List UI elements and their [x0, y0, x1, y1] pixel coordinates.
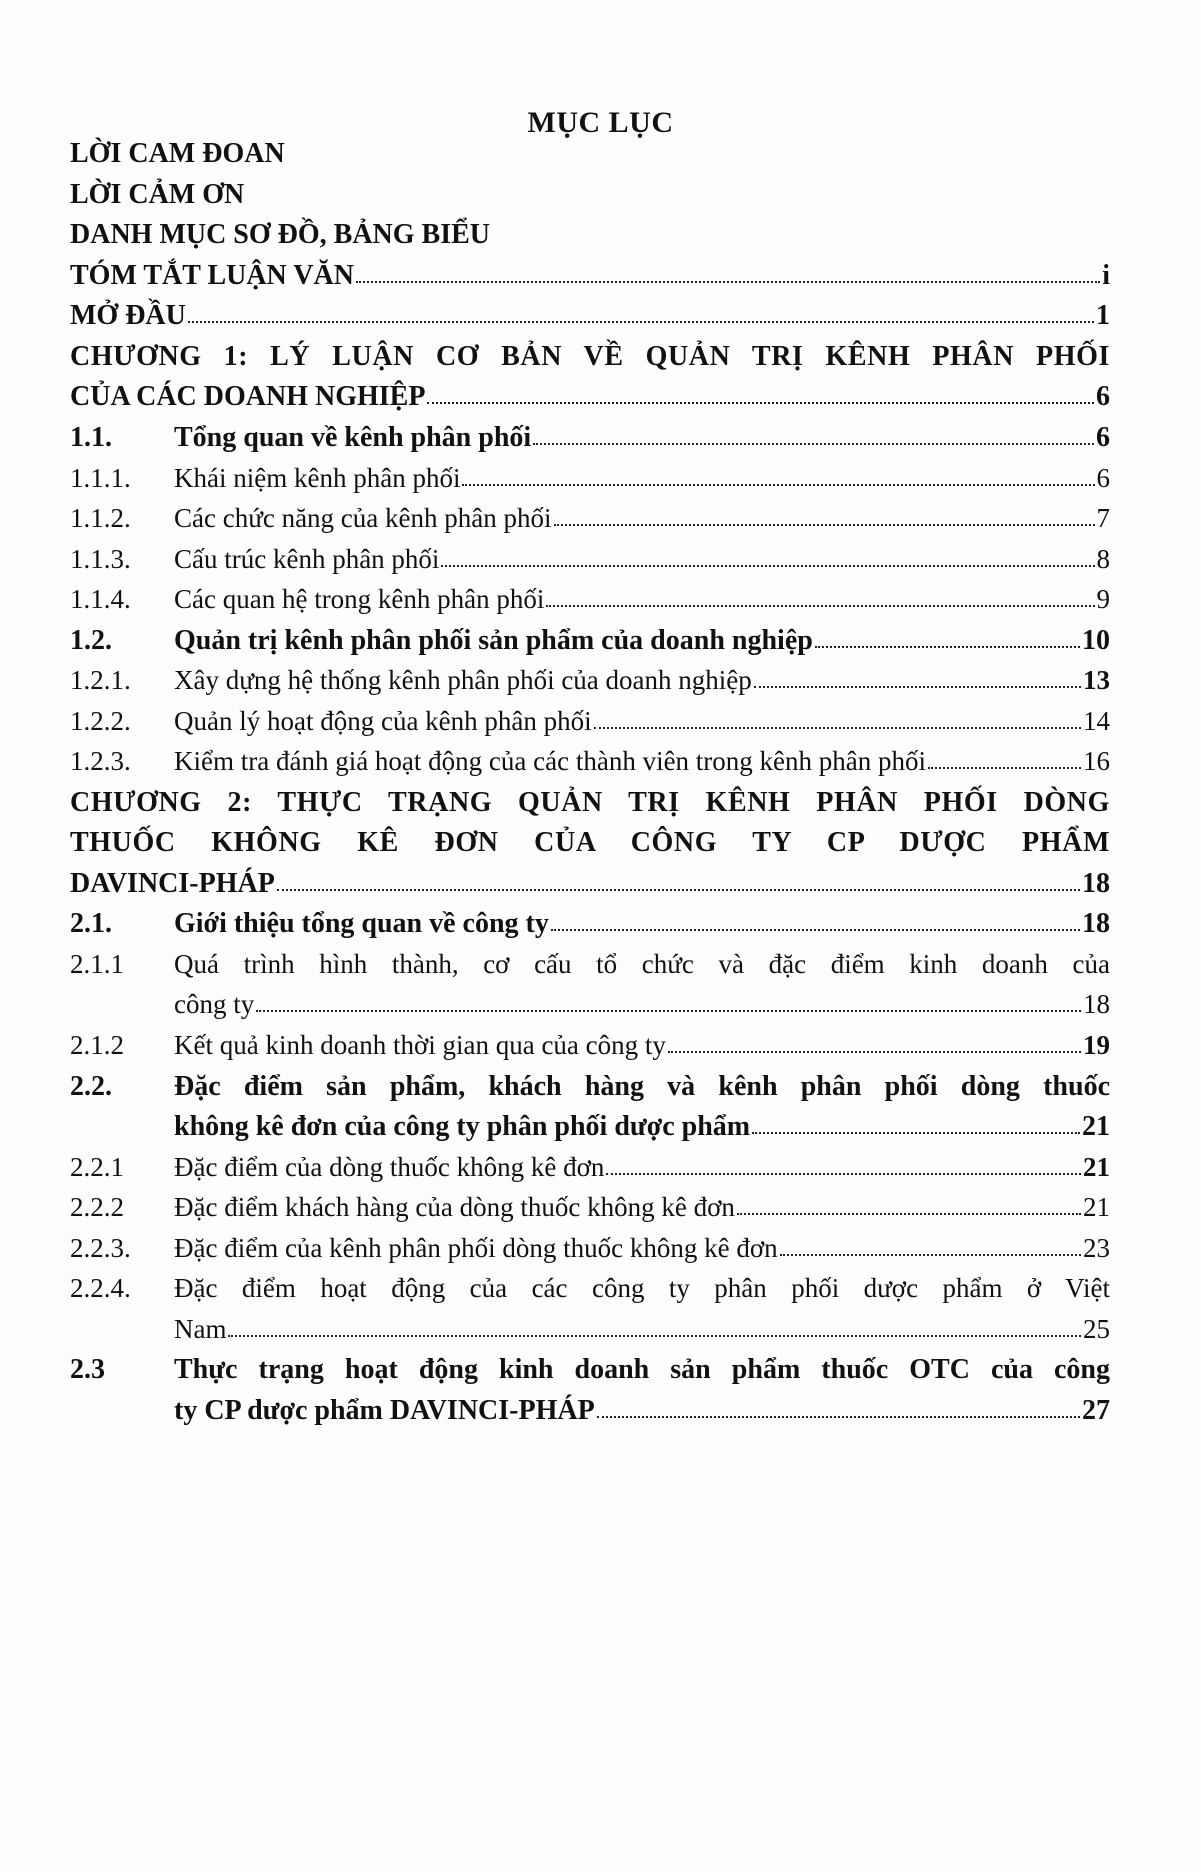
toc-entry-text: Đặc điểm sản phẩm, khách hàng và kênh phân phối dòng thuốc	[174, 1071, 1110, 1102]
toc-page-number: 10	[1082, 625, 1110, 656]
toc-entry-number: 1.2.1.	[70, 665, 131, 695]
dot-leader	[668, 1047, 1081, 1053]
toc-entry-number: 2.2.3.	[70, 1233, 131, 1263]
toc-entry-number: 1.2.	[70, 625, 112, 656]
toc-entry	[70, 1192, 1110, 1236]
toc-entry	[174, 1314, 1110, 1358]
toc-entry-number: 2.2.2	[70, 1192, 124, 1222]
toc-entry-text: DANH MỤC SƠ ĐỒ, BẢNG BIỂU	[70, 219, 491, 250]
dot-leader	[737, 1209, 1081, 1215]
toc-entry-text: ty CP dược phẩm DAVINCI-PHÁP	[174, 1395, 595, 1426]
toc-entry	[70, 625, 1110, 669]
toc-entry-text: Các chức năng của kênh phân phối	[174, 503, 552, 533]
toc-page-number: 16	[1083, 746, 1110, 776]
toc-entry	[70, 1152, 1110, 1196]
dot-leader	[462, 480, 1094, 486]
toc-entry-number: 2.2.1	[70, 1152, 124, 1182]
toc-entry	[174, 989, 1110, 1033]
dot-leader	[188, 317, 1094, 323]
dot-leader	[754, 682, 1081, 688]
toc-entry-number: 2.1.2	[70, 1030, 124, 1060]
toc-entry	[70, 827, 1110, 871]
toc-page-number: 23	[1083, 1233, 1110, 1263]
toc-entry-text: MỞ ĐẦU	[70, 300, 186, 331]
toc-entry	[70, 1354, 1110, 1398]
toc-entry	[70, 260, 1110, 304]
dot-leader	[427, 398, 1094, 404]
toc-entry-text: DAVINCI-PHÁP	[70, 868, 275, 899]
toc-entry-number: 2.1.1	[70, 949, 124, 979]
toc-entry-text: không kê đơn của công ty phân phối dược phẩm	[174, 1111, 751, 1142]
toc-entry-text: Đặc điểm của kênh phân phối dòng thuốc không kê đơn	[174, 1233, 778, 1263]
toc-entry-text: Nam	[174, 1314, 227, 1344]
toc-entry-text: LỜI CẢM ƠN	[70, 179, 245, 210]
toc-page-number: 25	[1083, 1314, 1110, 1344]
toc-entry	[70, 381, 1110, 425]
toc-entry-text: CHƯƠNG 2: THỰC TRẠNG QUẢN TRỊ KÊNH PHÂN PHỐI DÒNG	[70, 787, 1110, 818]
dot-leader	[356, 277, 1100, 283]
toc-entry-number: 1.1.	[70, 422, 112, 453]
dot-leader	[551, 925, 1080, 931]
dot-leader	[546, 601, 1094, 607]
toc-page-number: 21	[1083, 1192, 1110, 1222]
toc-entry-text: Quá trình hình thành, cơ cấu tổ chức và đặc điểm kinh doanh của	[174, 949, 1110, 979]
toc-page-number: 6	[1096, 381, 1110, 412]
dot-leader	[594, 723, 1081, 729]
toc-entry	[70, 138, 1110, 182]
toc-entry-number: 1.2.2.	[70, 706, 131, 736]
toc-page-number: 18	[1082, 868, 1110, 899]
dot-leader	[277, 885, 1080, 891]
toc-entry-number: 1.1.2.	[70, 503, 131, 533]
toc-entry	[70, 544, 1110, 588]
toc-entry-text: Tổng quan về kênh phân phối	[174, 422, 532, 453]
toc-page-number: 8	[1096, 544, 1110, 574]
toc-entry	[70, 787, 1110, 831]
toc-entry-text: TÓM TẮT LUẬN VĂN	[70, 260, 354, 291]
dot-leader	[752, 1128, 1080, 1134]
toc-entry-text: Kết quả kinh doanh thời gian qua của công ty	[174, 1030, 666, 1060]
toc-entry	[70, 1273, 1110, 1317]
toc-entry-number: 1.2.3.	[70, 746, 131, 776]
toc-entry-number: 2.2.4.	[70, 1273, 131, 1303]
toc-entry-number: 2.1.	[70, 908, 112, 939]
toc-page-number: 6	[1096, 463, 1110, 493]
toc-entry	[174, 1395, 1110, 1439]
toc-entry	[70, 463, 1110, 507]
toc-entry-text: Đặc điểm khách hàng của dòng thuốc không kê đơn	[174, 1192, 735, 1222]
toc-entry-text: CỦA CÁC DOANH NGHIỆP	[70, 381, 426, 412]
toc-entry-text: CHƯƠNG 1: LÝ LUẬN CƠ BẢN VỀ QUẢN TRỊ KÊNH PHÂN PHỐI	[70, 341, 1110, 372]
toc-page-number: 9	[1096, 584, 1110, 614]
toc-page-number: 21	[1082, 1111, 1110, 1142]
toc-entry-text: Khái niệm kênh phân phối	[174, 463, 461, 493]
toc-entry-number: 2.3	[70, 1354, 105, 1385]
page-title: MỤC LỤC	[527, 106, 674, 139]
toc-page-number: 6	[1096, 422, 1110, 453]
toc-entry	[70, 868, 1110, 912]
toc-entry-text: Cấu trúc kênh phân phối	[174, 544, 440, 574]
toc-entry-text: Kiểm tra đánh giá hoạt động của các thành viên trong kênh phân phối	[174, 746, 927, 776]
toc-entry	[70, 503, 1110, 547]
dot-leader	[441, 561, 1094, 567]
toc-page-number: i	[1102, 260, 1110, 291]
toc-page-number: 13	[1083, 665, 1110, 695]
toc-entry	[70, 1233, 1110, 1277]
dot-leader	[533, 439, 1094, 445]
toc-entry-text: Quản trị kênh phân phối sản phẩm của doanh nghiệp	[174, 625, 813, 656]
dot-leader	[228, 1331, 1081, 1337]
toc-entry-number: 1.1.4.	[70, 584, 131, 614]
toc-page-number: 7	[1096, 503, 1110, 533]
toc-entry	[174, 1111, 1110, 1155]
toc-page-number: 18	[1082, 908, 1110, 939]
toc-entry-text: Xây dựng hệ thống kênh phân phối của doanh nghiệp	[174, 665, 752, 695]
toc-entry-text: Thực trạng hoạt động kinh doanh sản phẩm thuốc OTC của công	[174, 1354, 1110, 1385]
toc-entry-text: Đặc điểm của dòng thuốc không kê đơn	[174, 1152, 605, 1182]
toc-entry	[70, 584, 1110, 628]
dot-leader	[554, 520, 1095, 526]
toc-page-number: 18	[1083, 989, 1110, 1019]
dot-leader	[928, 763, 1081, 769]
toc-entry	[70, 300, 1110, 344]
toc-entry	[70, 746, 1110, 790]
toc-entry	[70, 341, 1110, 385]
toc-entry	[70, 908, 1110, 952]
toc-entry-text: Đặc điểm hoạt động của các công ty phân phối dược phẩm ở Việt	[174, 1273, 1110, 1303]
toc-entry-text: THUỐC KHÔNG KÊ ĐƠN CỦA CÔNG TY CP DƯỢC PHẨM	[70, 827, 1110, 858]
dot-leader	[597, 1412, 1080, 1418]
toc-entry	[70, 949, 1110, 993]
toc-entry-text: LỜI CAM ĐOAN	[70, 138, 285, 169]
toc-entry-number: 2.2.	[70, 1071, 112, 1102]
toc-page-number: 21	[1083, 1152, 1110, 1182]
toc-entry	[70, 665, 1110, 709]
toc-entry	[70, 1030, 1110, 1074]
dot-leader	[780, 1250, 1081, 1256]
toc-page-number: 14	[1083, 706, 1110, 736]
toc-entry-text: Quản lý hoạt động của kênh phân phối	[174, 706, 592, 736]
toc-entry	[70, 422, 1110, 466]
toc-entry	[70, 706, 1110, 750]
toc-page-number: 19	[1083, 1030, 1110, 1060]
toc-entry-number: 1.1.3.	[70, 544, 131, 574]
toc-entry	[70, 179, 1110, 223]
toc-page-number: 1	[1096, 300, 1110, 331]
toc-page-number: 27	[1082, 1395, 1110, 1426]
toc-entry	[70, 219, 1110, 263]
dot-leader	[606, 1169, 1081, 1175]
dot-leader	[256, 1006, 1081, 1012]
toc-entry	[70, 1071, 1110, 1115]
toc-entry-text: Giới thiệu tổng quan về công ty	[174, 908, 549, 939]
toc-entry-text: Các quan hệ trong kênh phân phối	[174, 584, 545, 614]
toc-entry-number: 1.1.1.	[70, 463, 131, 493]
toc-entry-text: công ty	[174, 989, 255, 1019]
dot-leader	[815, 642, 1080, 648]
